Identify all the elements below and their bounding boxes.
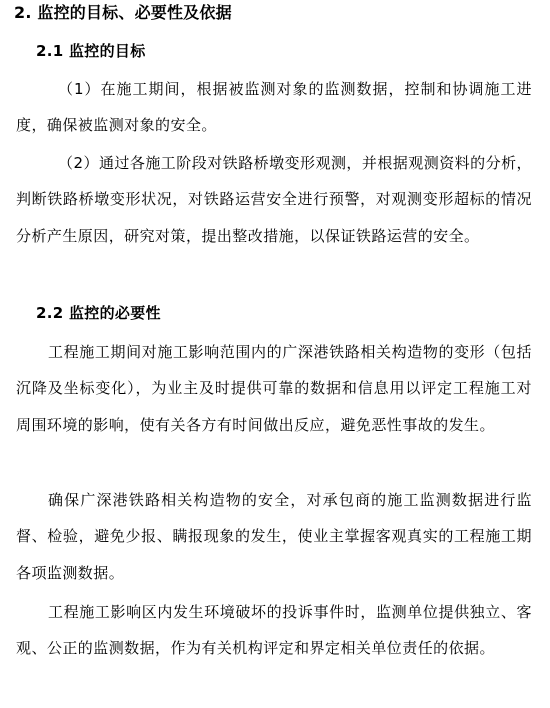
paragraph-necessity-3: 工程施工影响区内发生环境破坏的投诉事件时，监测单位提供独立、客观、公正的监测数据，作为有关机构评定和界定相关单位责任的依据。 xyxy=(16,603,532,658)
paragraph-goal-1: （1）在施工期间，根据被监测对象的监测数据，控制和协调施工进度，确保被监测对象的安全。 xyxy=(16,80,532,135)
subsection-heading-necessity: 2.2 监控的必要性 xyxy=(36,304,161,322)
paragraph-necessity-2: 确保广深港铁路相关构造物的安全，对承包商的施工监测数据进行监督、检验，避免少报、瞒报现象的发生，使业主掌握客观真实的工程施工期各项监测数据。 xyxy=(16,491,532,582)
paragraph-goal-2: （2）通过各施工阶段对铁路桥墩变形观测，并根据观测资料的分析，判断铁路桥墩变形状况，对铁路运营安全进行预警，对观测变形超标的情况分析产生原因，研究对策，提出整改措施，以保证铁路运营的安全。 xyxy=(16,154,532,245)
subsection-heading-goals: 2.1 监控的目标 xyxy=(36,42,146,60)
section-heading: 2. 监控的目标、必要性及依据 xyxy=(14,3,232,22)
paragraph-necessity-1: 工程施工期间对施工影响范围内的广深港铁路相关构造物的变形（包括沉降及坐标变化），为业主及时提供可靠的数据和信息用以评定工程施工对周围环境的影响，使有关各方有时间做出反应，避免恶性事故的发生。 xyxy=(16,343,532,434)
